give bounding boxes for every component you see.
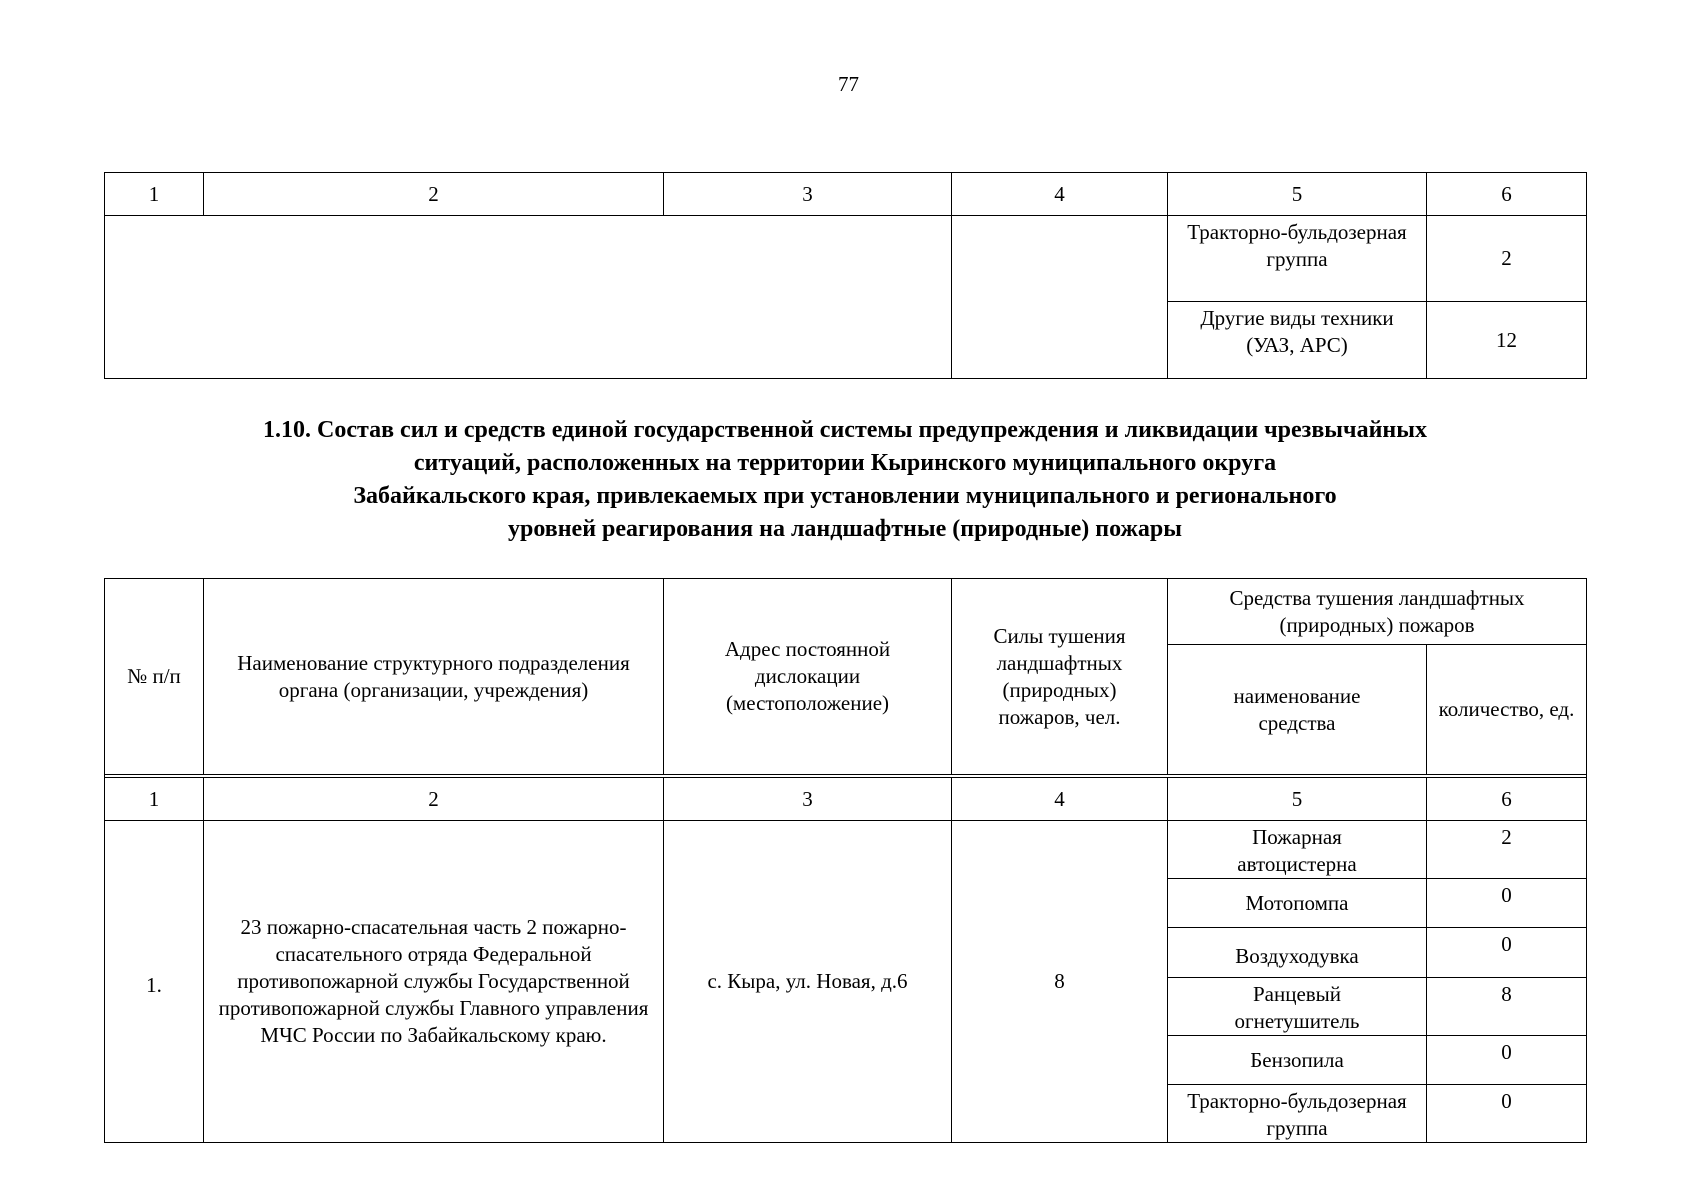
- column-number: 2: [204, 173, 664, 216]
- empty-cell: [105, 216, 952, 379]
- means-quantity-cell: 0: [1427, 928, 1587, 978]
- column-number: 5: [1168, 778, 1427, 821]
- means-name-cell: Мотопомпа: [1168, 879, 1427, 928]
- means-name-cell: Бензопила: [1168, 1036, 1427, 1085]
- column-number: 4: [952, 778, 1168, 821]
- section-heading-line: уровней реагирования на ландшафтные (природные) пожары: [508, 516, 1182, 542]
- means-quantity-cell: 2: [1427, 821, 1587, 879]
- column-number: 1: [105, 173, 204, 216]
- means-quantity-cell: 0: [1427, 1085, 1587, 1143]
- entry-address: с. Кыра, ул. Новая, д.6: [664, 821, 952, 1143]
- header-means-group: Средства тушения ландшафтных (природных) пожаров: [1168, 579, 1587, 645]
- header-address: Адрес постоянной дислокации (местоположение): [664, 579, 952, 775]
- section-heading-line: ситуаций, расположенных на территории Кыринского муниципального округа: [413, 450, 1277, 476]
- column-number-row: [105, 778, 1587, 821]
- entry-forces: 8: [952, 821, 1168, 1143]
- means-quantity-cell: 8: [1427, 978, 1587, 1036]
- column-number: 6: [1427, 778, 1587, 821]
- column-number: 3: [664, 173, 952, 216]
- means-name-cell: Тракторно-бульдозерная группа: [1168, 1085, 1427, 1143]
- header-means-quantity: количество, ед.: [1427, 645, 1587, 775]
- means-name-cell: Пожарная автоцистерна: [1168, 821, 1427, 879]
- means-quantity-cell: 12: [1427, 302, 1587, 379]
- section-heading-line: 1.10. Состав сил и средств единой государственной системы предупреждения и ликвидации чрезвычайных: [263, 417, 1427, 443]
- table-row: [105, 216, 1587, 302]
- means-name-cell: Воздуходувка: [1168, 928, 1427, 978]
- means-quantity-cell: 0: [1427, 1036, 1587, 1085]
- section-heading: [104, 414, 1586, 546]
- column-number: 1: [105, 778, 204, 821]
- section-heading-line: Забайкальского края, привлекаемых при установлении муниципального и регионального: [353, 483, 1337, 509]
- entry-num: 1.: [105, 821, 204, 1143]
- header-forces: Силы тушения ландшафтных (природных) пожаров, чел.: [952, 579, 1168, 775]
- table-row: [105, 821, 1587, 879]
- header-num: № п/п: [105, 579, 204, 775]
- column-number: 3: [664, 778, 952, 821]
- page-number: 77: [838, 72, 859, 96]
- header-row: [105, 579, 1587, 645]
- continuation-table: [104, 172, 1587, 379]
- means-quantity-cell: 2: [1427, 216, 1587, 302]
- entry-unit-name: 23 пожарно-спасательная часть 2 пожарно-спасательного отряда Федеральной противопожарной службы Государственной противопожарной службы Главного управления МЧС России по Забайкальскому краю.: [204, 821, 664, 1143]
- header-means-name: наименование средства: [1168, 645, 1427, 775]
- forces-and-means-table: [104, 578, 1587, 1143]
- means-quantity-cell: 0: [1427, 879, 1587, 928]
- means-name-cell: Другие виды техники (УАЗ, АРС): [1168, 302, 1427, 379]
- column-number: 4: [952, 173, 1168, 216]
- column-number: 5: [1168, 173, 1427, 216]
- column-number: 6: [1427, 173, 1587, 216]
- column-number-row: [105, 173, 1587, 216]
- means-name-cell: Тракторно-бульдозерная группа: [1168, 216, 1427, 302]
- header-unit-name: Наименование структурного подразделения органа (организации, учреждения): [204, 579, 664, 775]
- column-number: 2: [204, 778, 664, 821]
- empty-cell: [952, 216, 1168, 379]
- means-name-cell: Ранцевый огнетушитель: [1168, 978, 1427, 1036]
